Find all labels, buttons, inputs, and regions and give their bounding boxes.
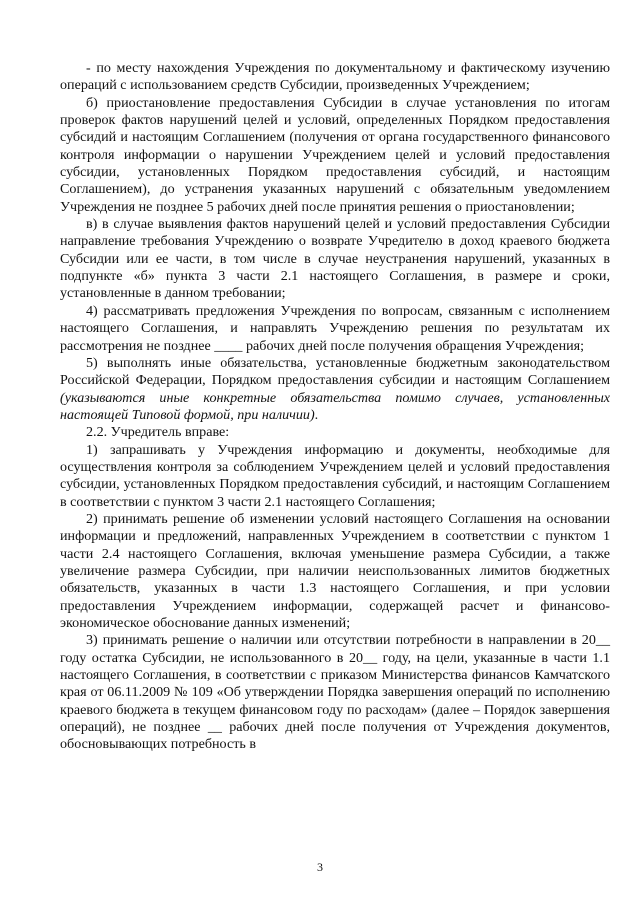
paragraph-change-conditions: 2) принимать решение об изменении условий настоящего Соглашения на основании информации и предложений, направленных Учреждением в соответствии с пунктом 1 части 2.4 настоящего Соглашения, включая уменьшение размера Субсидии, а также увеличение размера Субсидии, при наличии неиспользованных лимитов бюджетных обязательств, указанных в части 1.3 настоящего Соглашения, и при условии предоставления Учреждением информации, содержащей расчет и финансово-экономическое обоснование данных изменений; [60, 510, 610, 631]
section-heading-2-2: 2.2. Учредитель вправе: [86, 424, 230, 441]
paragraph-review-proposals: 4) рассматривать предложения Учреждения по вопросам, связанным с исполнением настоящего Соглашения, и направлять Учреждению решения по результатам их рассмотрения не позднее ____ рабочих дней после получения обращения Учреждения; [60, 302, 610, 354]
paragraph-monitoring-place: - по месту нахождения Учреждения по документальному и фактическому изучению операций с использованием средств Субсидии, произведенных Учреждением; [60, 60, 610, 94]
paragraph-request-info: 1) запрашивать у Учреждения информацию и документы, необходимые для осуществления контроля за соблюдением Учреждением целей и условий предоставления субсидии, установленных Порядком предоставления субсидий, и настоящим Соглашением в соответствии с пунктом 3 части 2.1 настоящего Соглашения; [60, 441, 610, 510]
document-page [60, 60, 610, 754]
obligations-italic-note: (указываются иные конкретные обязательства помимо случаев, установленных настоящей Типовой формой, при наличии) [60, 389, 610, 423]
obligations-text: 5) выполнять иные обязательства, установленные бюджетным законодательством Российской Федерации, Порядком предоставления субсидии и настоящим Соглашением [60, 354, 610, 389]
page-number: 3 [317, 860, 323, 874]
paragraph-remaining-subsidy: 3) принимать решение о наличии или отсутствии потребности в направлении в 20__ году остатка Субсидии, не использованного в 20__ году, на цели, указанные в части 1.1 настоящего Соглашения, в соответствии с приказом Министерства финансов Камчатского края от 06.11.2009 № 109 «Об утверждении Порядка завершения операций по исполнению краевого бюджета в текущем финансовом году по расходам» (далее – Порядок завершения операций), не позднее __ рабочих дней после получения от Учреждения документов, обосновывающих потребность в [60, 632, 610, 753]
obligations-tail: . [314, 406, 319, 423]
paragraph-other-obligations [60, 355, 610, 424]
paragraph-suspension: б) приостановление предоставления Субсидии в случае установления по итогам проверок фактов нарушений целей и условий, определенных Порядком предоставления субсидий и настоящим Соглашением (получения от органа государственного финансового контроля информации о нарушении Учреждением целей и условий предоставления субсидии, установленных Порядком предоставления субсидий, и настоящим Соглашением), до устранения указанных нарушений с обязательным уведомлением Учреждения не позднее 5 рабочих дней после принятия решения о приостановлении; [60, 94, 610, 215]
paragraph-refund-demand: в) в случае выявления фактов нарушений целей и условий предоставления Субсидии направление требования Учреждению о возврате Учредителю в доход краевого бюджета Субсидии или ее части, в том числе в случае неустранения нарушений, указанных в подпункте «б» пункта 3 части 2.1 настоящего Соглашения, в размере и сроки, установленные в данном требовании; [60, 216, 610, 302]
